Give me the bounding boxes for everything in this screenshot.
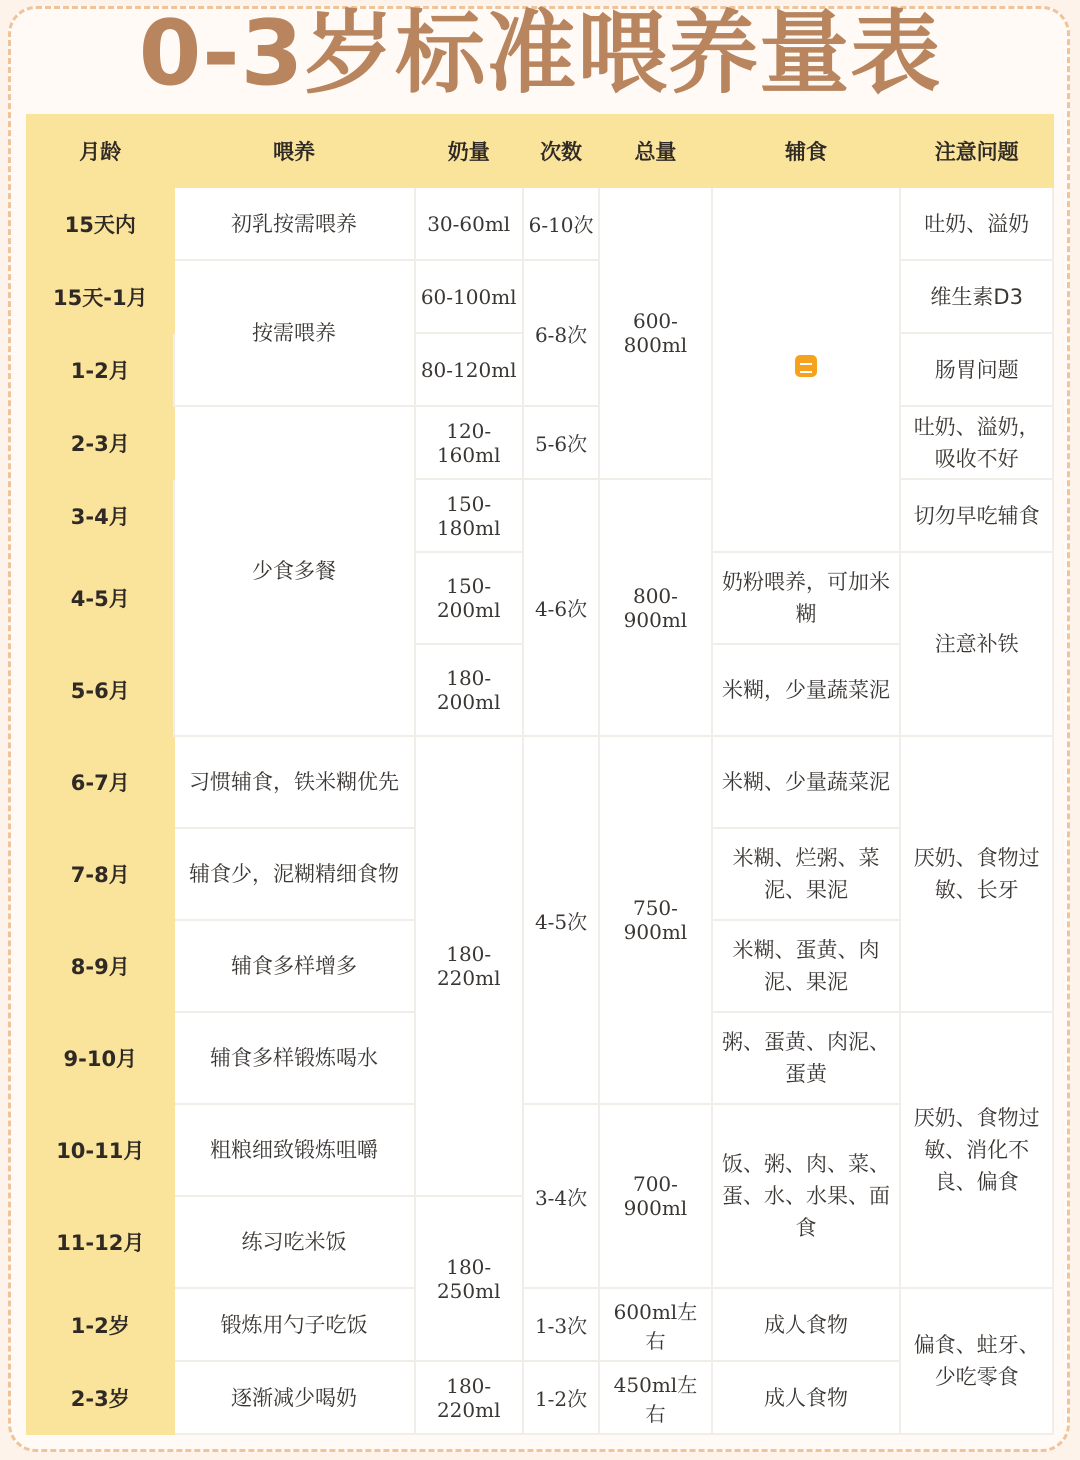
memo-emoji-icon [795,355,817,377]
milk-cell: 180-220ml [415,736,523,1196]
times-cell: 6-10次 [523,187,599,260]
header-age: 月龄 [27,115,174,187]
solid-food-cell [712,187,901,552]
times-cell: 5-6次 [523,406,599,479]
table-row [27,1104,1053,1196]
feeding-cell: 按需喂养 [174,260,415,406]
solid-food-cell: 粥、蛋黄、肉泥、蛋黄 [712,1012,901,1104]
solid-food-cell: 米糊、蛋黄、肉泥、果泥 [712,920,901,1012]
milk-cell: 180-200ml [415,644,523,736]
header-feeding: 喂养 [174,115,415,187]
times-cell: 6-8次 [523,260,599,406]
note-cell: 切勿早吃辅食 [900,479,1053,552]
feeding-cell: 习惯辅食，铁米糊优先 [174,736,415,828]
total-cell: 750-900ml [599,736,711,1104]
feeding-cell: 锻炼用勺子吃饭 [174,1288,415,1361]
feeding-cell: 粗粮细致锻炼咀嚼 [174,1104,415,1196]
times-cell: 4-5次 [523,736,599,1104]
total-cell: 600ml左右 [599,1288,711,1361]
age-cell: 10-11月 [27,1104,174,1196]
age-cell: 7-8月 [27,828,174,920]
milk-cell: 180-220ml [415,1361,523,1434]
header-notes: 注意问题 [900,115,1053,187]
note-cell: 注意补铁 [900,552,1053,736]
solid-food-cell: 米糊、少量蔬菜泥 [712,736,901,828]
solid-food-cell: 成人食物 [712,1361,901,1434]
total-cell: 700-900ml [599,1104,711,1288]
solid-food-cell: 米糊，少量蔬菜泥 [712,644,901,736]
note-cell: 偏食、蛀牙、少吃零食 [900,1288,1053,1434]
table-row [27,187,1053,260]
milk-cell: 120-160ml [415,406,523,479]
times-cell: 3-4次 [523,1104,599,1288]
milk-cell: 180-250ml [415,1196,523,1361]
note-cell: 厌奶、食物过敏、消化不良、偏食 [900,1012,1053,1288]
header-times: 次数 [523,115,599,187]
note-cell: 厌奶、食物过敏、长牙 [900,736,1053,1012]
age-cell: 15天-1月 [27,260,174,333]
feeding-table [26,114,1054,1435]
feeding-cell: 少食多餐 [174,406,415,736]
table-header-row [27,115,1053,187]
times-cell: 1-2次 [523,1361,599,1434]
solid-food-cell: 米糊、烂粥、菜泥、果泥 [712,828,901,920]
times-cell: 4-6次 [523,479,599,736]
age-cell: 6-7月 [27,736,174,828]
age-cell: 2-3岁 [27,1361,174,1434]
page-title: 0-3岁标准喂养量表 [138,1,942,106]
total-cell: 600-800ml [599,187,711,479]
feeding-cell: 逐渐减少喝奶 [174,1361,415,1434]
table-row [27,1288,1053,1361]
table-row [27,736,1053,828]
header-total: 总量 [599,115,711,187]
total-cell: 800-900ml [599,479,711,736]
age-cell: 8-9月 [27,920,174,1012]
milk-cell: 80-120ml [415,333,523,406]
note-cell: 吐奶、溢奶，吸收不好 [900,406,1053,479]
milk-cell: 30-60ml [415,187,523,260]
milk-cell: 60-100ml [415,260,523,333]
age-cell: 2-3月 [27,406,174,479]
header-milk: 奶量 [415,115,523,187]
age-cell: 5-6月 [27,644,174,736]
age-cell: 15天内 [27,187,174,260]
header-solid-food: 辅食 [712,115,901,187]
milk-cell: 150-200ml [415,552,523,644]
times-cell: 1-3次 [523,1288,599,1361]
age-cell: 4-5月 [27,552,174,644]
age-cell: 1-2岁 [27,1288,174,1361]
note-cell: 维生素D3 [900,260,1053,333]
feeding-cell: 练习吃米饭 [174,1196,415,1288]
feeding-cell: 辅食多样锻炼喝水 [174,1012,415,1104]
solid-food-cell: 成人食物 [712,1288,901,1361]
total-cell: 450ml左右 [599,1361,711,1434]
feeding-cell: 辅食多样增多 [174,920,415,1012]
age-cell: 9-10月 [27,1012,174,1104]
age-cell: 11-12月 [27,1196,174,1288]
feeding-cell: 辅食少，泥糊精细食物 [174,828,415,920]
age-cell: 3-4月 [27,479,174,552]
note-cell: 肠胃问题 [900,333,1053,406]
note-cell: 吐奶、溢奶 [900,187,1053,260]
table-row [27,1361,1053,1434]
solid-food-cell: 奶粉喂养，可加米糊 [712,552,901,644]
milk-cell: 150-180ml [415,479,523,552]
age-cell: 1-2月 [27,333,174,406]
feeding-cell: 初乳按需喂养 [174,187,415,260]
solid-food-cell: 饭、粥、肉、菜、蛋、水、水果、面食 [712,1104,901,1288]
